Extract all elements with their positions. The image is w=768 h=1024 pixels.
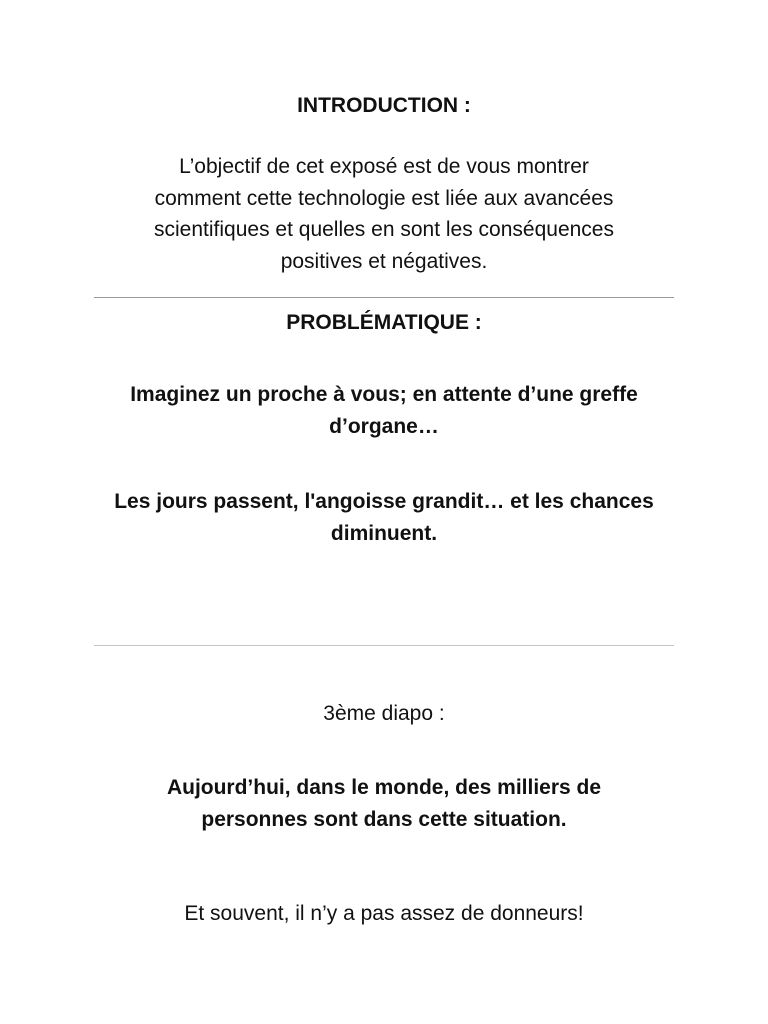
slide3-closing	[94, 898, 674, 930]
slide3-statement	[94, 772, 674, 835]
introduction-line: scientifiques et quelles en sont les conséquences	[154, 218, 614, 241]
section-divider	[94, 297, 674, 298]
slide3-closing-text: Et souvent, il n’y a pas assez de donneurs!	[184, 902, 584, 925]
introduction-paragraph	[94, 151, 674, 277]
slide3-statement-line: Aujourd’hui, dans le monde, des milliers de	[166, 776, 602, 799]
problematique-line: Les jours passent, l'angoisse grandit… et les chances	[114, 490, 654, 513]
problematique-paragraph-1	[94, 379, 674, 442]
introduction-heading-text: INTRODUCTION :	[297, 94, 471, 117]
slide3-label-text: 3ème diapo :	[323, 702, 445, 725]
introduction-line: comment cette technologie est liée aux avancées	[154, 186, 614, 210]
problematique-line: d’organe…	[329, 414, 439, 438]
slide3-label	[94, 698, 674, 730]
problematique-heading	[94, 307, 674, 339]
problematique-heading-text: PROBLÉMATIQUE :	[286, 311, 482, 334]
problematique-line: Imaginez un proche à vous; en attente d’une greffe	[130, 383, 638, 406]
introduction-line: L’objectif de cet exposé est de vous montrer	[179, 155, 589, 178]
section-divider	[94, 645, 674, 646]
slide3-statement-line: personnes sont dans cette situation.	[201, 807, 567, 831]
introduction-line: positives et négatives.	[280, 249, 488, 273]
introduction-heading	[94, 90, 674, 122]
problematique-paragraph-2	[94, 486, 674, 549]
problematique-line: diminuent.	[330, 521, 438, 545]
